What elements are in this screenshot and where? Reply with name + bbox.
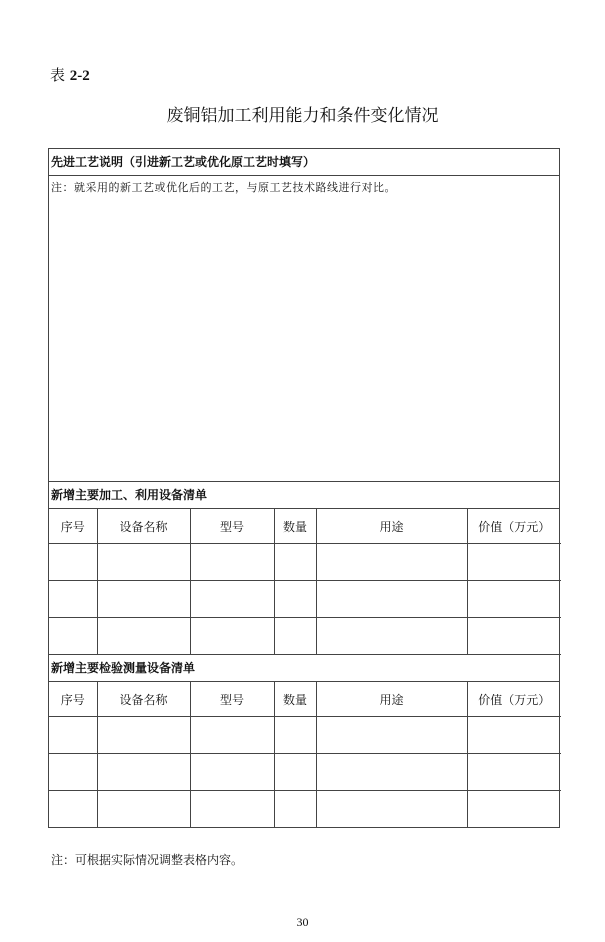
table-cell[interactable] xyxy=(316,581,467,618)
column-header: 序号 xyxy=(49,509,97,544)
table-cell[interactable] xyxy=(316,618,467,655)
table-cell[interactable] xyxy=(97,581,190,618)
column-header: 设备名称 xyxy=(97,509,190,544)
table-cell[interactable] xyxy=(190,544,274,581)
table-row xyxy=(49,754,561,791)
table-label xyxy=(50,64,90,85)
column-header: 用途 xyxy=(316,682,467,717)
equipment-table-header xyxy=(49,509,561,544)
table-row xyxy=(49,544,561,581)
table-label-number: 2-2 xyxy=(69,68,90,84)
column-header: 用途 xyxy=(316,509,467,544)
testing-table-header xyxy=(49,682,561,717)
table-cell[interactable] xyxy=(97,618,190,655)
table-cell[interactable] xyxy=(190,717,274,754)
column-header: 数量 xyxy=(274,509,316,544)
table-cell[interactable] xyxy=(467,717,561,754)
table-cell[interactable] xyxy=(316,754,467,791)
table-cell[interactable] xyxy=(97,754,190,791)
equipment-table xyxy=(49,509,561,655)
form-table xyxy=(48,148,560,828)
table-cell[interactable] xyxy=(190,791,274,828)
table-cell[interactable] xyxy=(467,754,561,791)
process-note: 注：就采用的新工艺或优化后的工艺，与原工艺技术路线进行对比。 xyxy=(51,181,396,194)
document-title: 废铜铝加工利用能力和条件变化情况 xyxy=(166,106,439,126)
table-cell[interactable] xyxy=(49,754,97,791)
column-header: 价值（万元） xyxy=(467,509,561,544)
table-row xyxy=(49,581,561,618)
table-cell[interactable] xyxy=(190,618,274,655)
table-cell[interactable] xyxy=(274,717,316,754)
page-number: 30 xyxy=(296,915,309,929)
table-cell[interactable] xyxy=(274,544,316,581)
table-cell[interactable] xyxy=(49,618,97,655)
column-header: 设备名称 xyxy=(97,682,190,717)
column-header: 型号 xyxy=(190,509,274,544)
equipment-section-heading: 新增主要加工、利用设备清单 xyxy=(49,482,559,509)
table-cell[interactable] xyxy=(190,754,274,791)
table-cell[interactable] xyxy=(467,791,561,828)
table-row xyxy=(49,717,561,754)
table-cell[interactable] xyxy=(467,544,561,581)
table-cell[interactable] xyxy=(316,717,467,754)
table-cell[interactable] xyxy=(49,581,97,618)
column-header: 序号 xyxy=(49,682,97,717)
process-section-heading: 先进工艺说明（引进新工艺或优化原工艺时填写） xyxy=(49,149,559,176)
table-cell[interactable] xyxy=(97,544,190,581)
column-header: 数量 xyxy=(274,682,316,717)
testing-section-heading: 新增主要检验测量设备清单 xyxy=(49,655,559,682)
table-row xyxy=(49,618,561,655)
table-cell[interactable] xyxy=(274,754,316,791)
table-cell[interactable] xyxy=(316,544,467,581)
table-cell[interactable] xyxy=(467,581,561,618)
table-cell[interactable] xyxy=(97,717,190,754)
testing-table xyxy=(49,682,561,827)
table-cell[interactable] xyxy=(316,791,467,828)
table-cell[interactable] xyxy=(49,717,97,754)
table-cell[interactable] xyxy=(49,791,97,828)
table-cell[interactable] xyxy=(190,581,274,618)
column-header: 价值（万元） xyxy=(467,682,561,717)
table-cell[interactable] xyxy=(49,544,97,581)
process-description-area xyxy=(49,176,559,482)
table-cell[interactable] xyxy=(274,791,316,828)
table-cell[interactable] xyxy=(467,618,561,655)
column-header: 型号 xyxy=(190,682,274,717)
table-cell[interactable] xyxy=(274,618,316,655)
table-cell[interactable] xyxy=(97,791,190,828)
table-label-prefix: 表 xyxy=(50,66,70,84)
footnote: 注：可根据实际情况调整表格内容。 xyxy=(51,853,244,867)
table-cell[interactable] xyxy=(274,581,316,618)
table-row xyxy=(49,791,561,828)
